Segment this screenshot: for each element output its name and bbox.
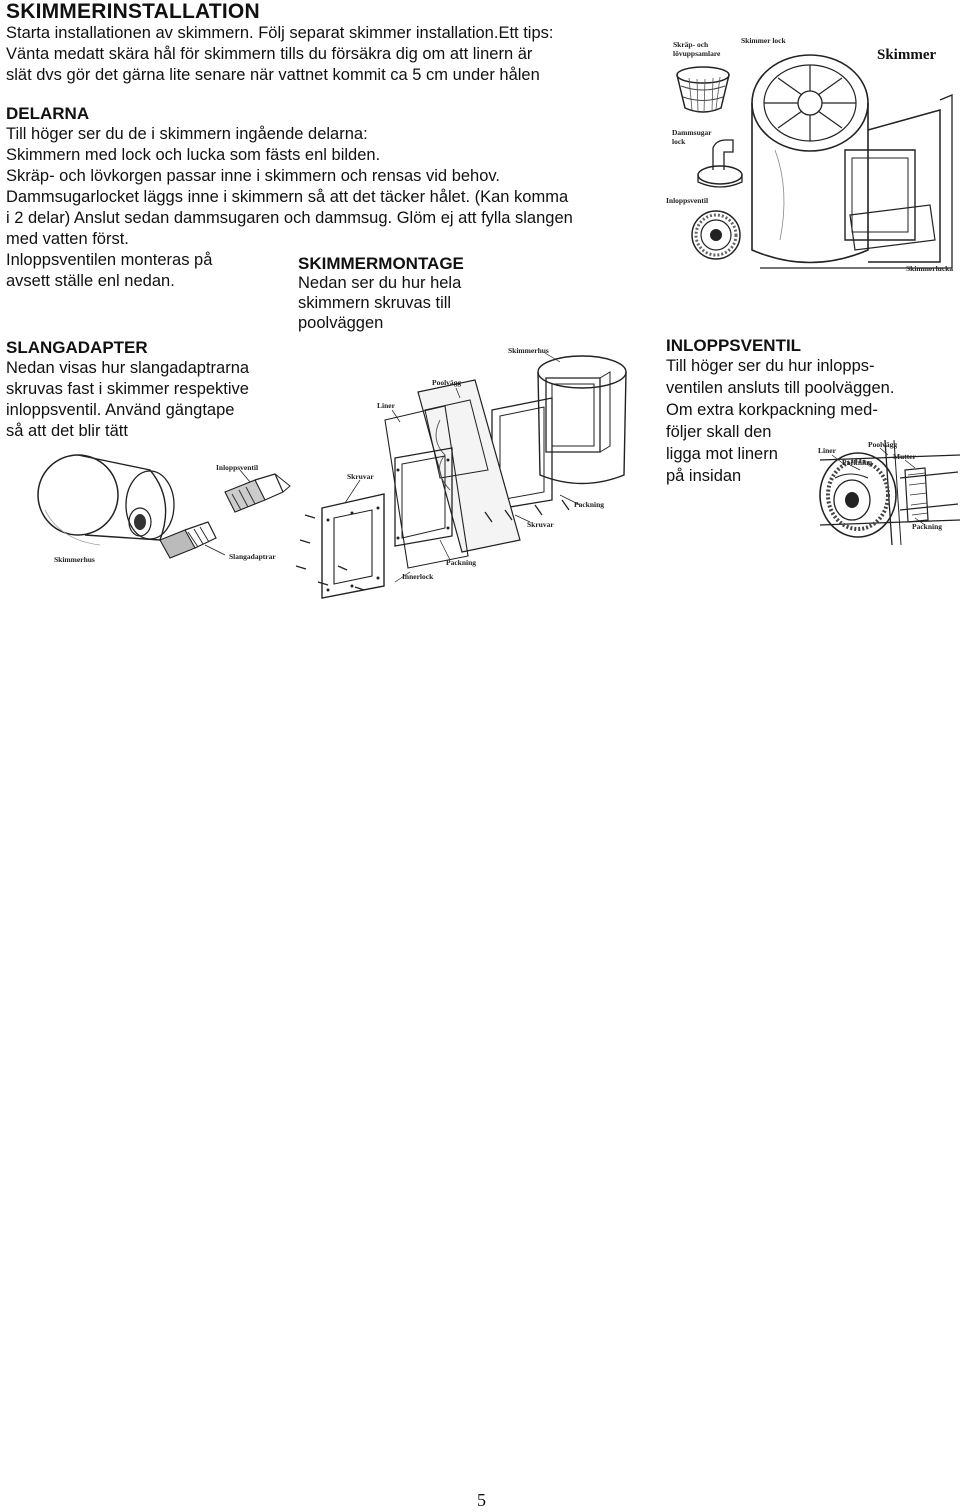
delarna-line: Skräp- och lövkorgen passar inne i skimmern och rensas vid behov.: [6, 167, 501, 185]
delarna-line: Till höger ser du de i skimmern ingående delarna:: [6, 125, 368, 143]
slangadapter-heading: SLANGADAPTER: [6, 338, 148, 357]
delarna-heading: DELARNA: [6, 104, 90, 123]
label-vacuum-lid: Dammsugar lock: [672, 128, 712, 146]
inloppsventil-line: Om extra korkpackning med-: [666, 401, 878, 419]
label-inlet-valve-adapter: Inloppsventil: [216, 463, 259, 472]
label-valve-nut: Mutter: [893, 452, 916, 461]
label-inlet-valve: Inloppsventil: [666, 196, 709, 205]
inloppsventil-line: följer skall den: [666, 423, 772, 441]
delarna-line: med vatten först.: [6, 230, 129, 248]
label-skimmer-hatch: Skimmerlucka: [906, 264, 954, 273]
label-gasket-2: Packning: [446, 558, 477, 567]
delarna-line: avsett ställe enl nedan.: [6, 272, 175, 290]
slangadapter-line: Nedan visas hur slangadaptrarna: [6, 359, 250, 377]
page-title: SKIMMERINSTALLATION: [6, 0, 260, 23]
inloppsventil-line: ligga mot linern: [666, 445, 778, 463]
skimmermontage-line: poolväggen: [298, 314, 384, 332]
inloppsventil-line: på insidan: [666, 467, 742, 485]
label-basket: Skräp- och lövuppsamlare: [673, 40, 721, 58]
slangadapter-line: så att det blir tätt: [6, 422, 128, 440]
label-screws-2: Skruvar: [527, 520, 554, 529]
slangadapter-line: skruvas fast i skimmer respektive: [6, 380, 249, 398]
intro-line-2: Vänta medatt skära hål för skimmern tills du försäkra dig om att linern är: [6, 45, 533, 63]
label-screws: Skruvar: [347, 472, 374, 481]
label-valve-gasket-2: Packning: [912, 522, 943, 531]
label-montage-skimmer-house: Skimmerhus: [508, 346, 549, 355]
skimmermontage-heading: SKIMMERMONTAGE: [298, 254, 464, 273]
inloppsventil-line: Till höger ser du hur inlopps-: [666, 357, 875, 375]
skimmermontage-line: skimmern skruvas till: [298, 294, 452, 312]
intro-line-1: Starta installationen av skimmern. Följ separat skimmer installation.Ett tips:: [6, 24, 554, 42]
delarna-line: i 2 delar) Anslut sedan dammsugaren och dammsug. Glöm ej att fylla slangen: [6, 209, 573, 227]
intro-line-3: slät dvs gör det gärna lite senare när vattnet kommit ca 5 cm under hålen: [6, 66, 540, 84]
delarna-line: Inloppsventilen monteras på: [6, 251, 213, 269]
inloppsventil-line: ventilen ansluts till poolväggen.: [666, 379, 895, 397]
label-inner-lid: Innerlock: [402, 572, 434, 581]
inloppsventil-heading: INLOPPSVENTIL: [666, 336, 802, 355]
label-hose-adapters: Slangadaptrar: [229, 552, 276, 561]
skimmer-figure-title: Skimmer: [877, 47, 937, 63]
page-number: 5: [477, 1490, 486, 1510]
slangadapter-line: inloppsventil. Använd gängtape: [6, 401, 235, 419]
label-gasket: Packning: [574, 500, 605, 509]
label-skimmer-lid: Skimmer lock: [741, 36, 786, 45]
delarna-line: Dammsugarlocket läggs inne i skimmern så att det täcker hålet. (Kan komma: [6, 188, 569, 206]
label-valve-gasket: Packning: [842, 458, 873, 467]
label-valve-liner: Liner: [818, 446, 836, 455]
label-valve-pool-wall: Poolvägg: [868, 440, 898, 449]
label-skimmer-house: Skimmerhus: [54, 555, 95, 564]
skimmermontage-line: Nedan ser du hur hela: [298, 274, 462, 292]
delarna-line: Skimmern med lock och lucka som fästs enl bilden.: [6, 146, 381, 164]
label-pool-wall: Poolvägg: [432, 378, 462, 387]
label-liner: Liner: [377, 401, 395, 410]
